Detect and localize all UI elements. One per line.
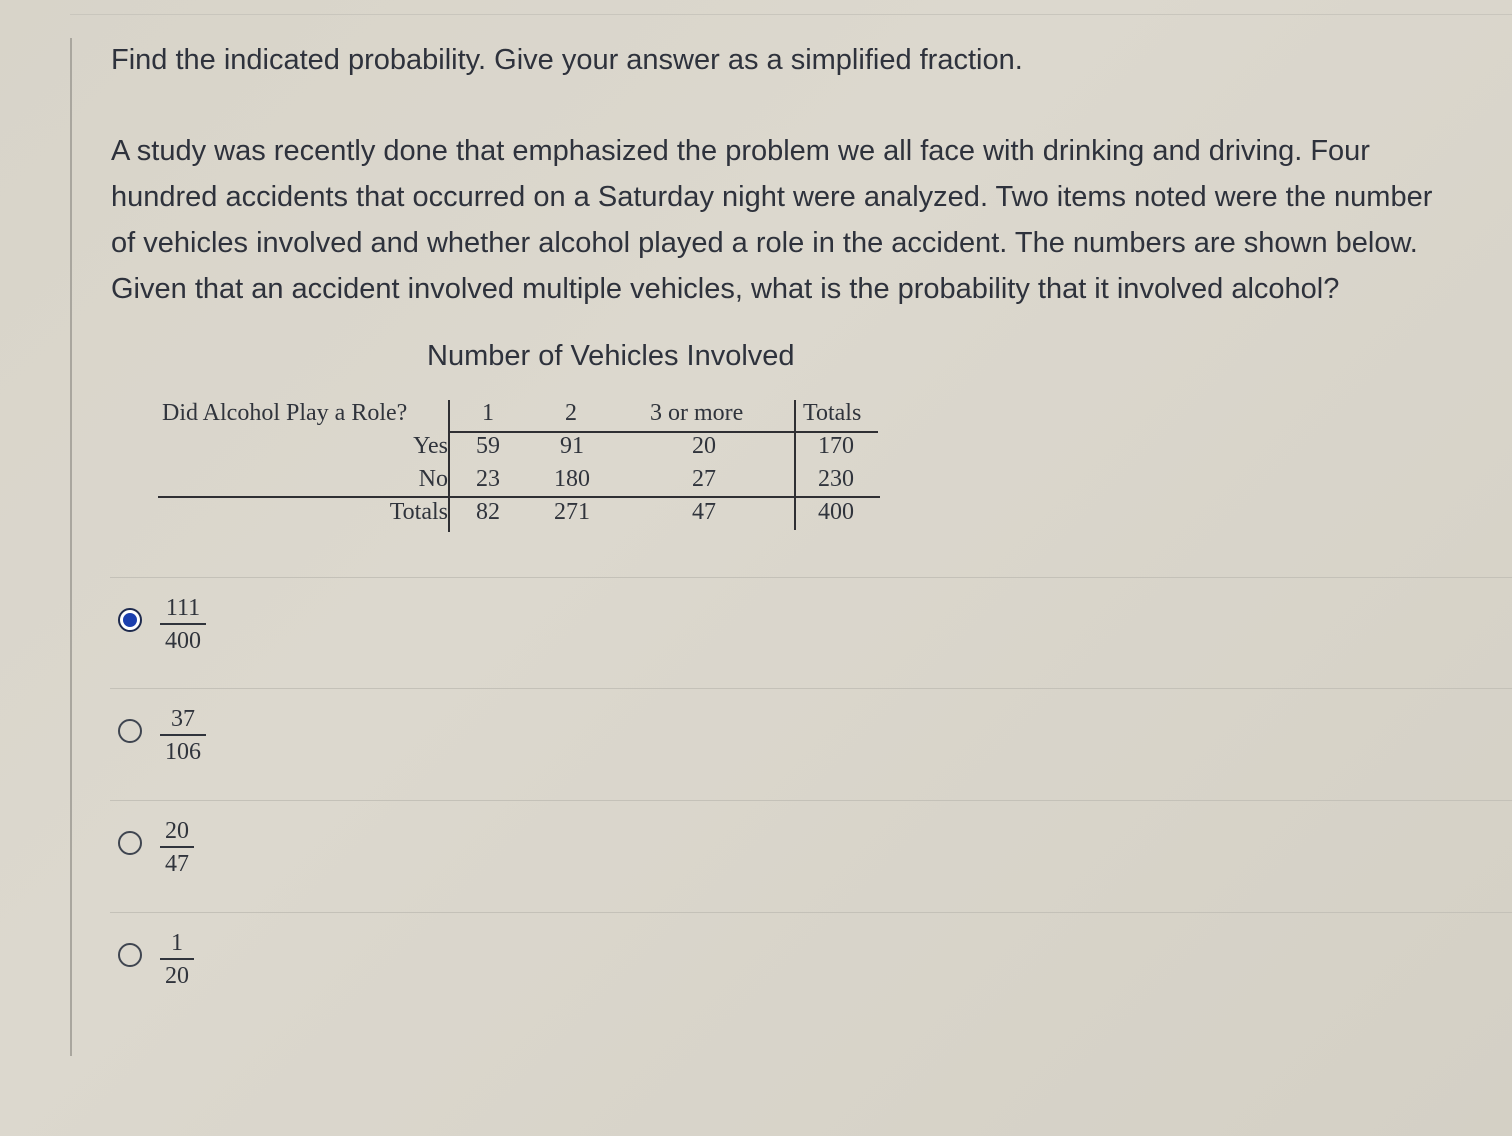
option-divider: [110, 800, 1512, 801]
fraction-numerator: 111: [165, 595, 201, 621]
answer-option-4[interactable]: [118, 929, 228, 995]
table-label-divider: [448, 400, 450, 532]
fraction-numerator: 20: [165, 818, 189, 844]
left-margin-rule: [70, 38, 72, 1056]
table-title: Number of Vehicles Involved: [427, 340, 795, 372]
radio-button[interactable]: [118, 943, 142, 967]
table-cell: 170: [818, 433, 854, 459]
contingency-table: [158, 398, 880, 532]
table-totals-rule: [158, 496, 880, 498]
radio-button-selected[interactable]: [118, 608, 142, 632]
option-divider: [110, 577, 1512, 578]
question-line: of vehicles involved and whether alcohol played a role in the accident. The numbers are shown below.: [111, 227, 1418, 259]
fraction-numerator: 37: [171, 706, 195, 732]
fraction-denominator: 106: [165, 739, 201, 765]
question-line: Given that an accident involved multiple vehicles, what is the probability that it involved alcohol?: [111, 273, 1340, 305]
question-line: hundred accidents that occurred on a Saturday night were analyzed. Two items noted were the number: [111, 181, 1433, 213]
table-row-label: Yes: [413, 433, 448, 459]
radio-button[interactable]: [118, 831, 142, 855]
question-text: [111, 128, 1506, 312]
table-row-label: Totals: [389, 499, 448, 525]
table-totals-divider: [794, 400, 796, 530]
answer-option-3[interactable]: [118, 817, 228, 883]
table-cell: 27: [692, 466, 716, 492]
table-col-header: 3 or more: [650, 400, 744, 426]
fraction-bar: [160, 958, 194, 960]
table-cell: 47: [692, 499, 716, 525]
table-cell: 20: [692, 433, 716, 459]
table-cell: 91: [560, 433, 584, 459]
answer-option-2[interactable]: [118, 705, 228, 771]
fraction-bar: [160, 623, 206, 625]
radio-button[interactable]: [118, 719, 142, 743]
fraction-bar: [160, 734, 206, 736]
table-col-header: 2: [565, 400, 577, 426]
table-col-header: Totals: [803, 400, 862, 426]
table-corner-header: Did Alcohol Play a Role?: [162, 400, 408, 426]
top-divider: [70, 14, 1512, 15]
table-header-rule: [450, 431, 878, 433]
instruction-text: Find the indicated probability. Give your answer as a simplified fraction.: [111, 44, 1023, 76]
option-fraction: [160, 594, 206, 655]
fraction-numerator: 1: [171, 930, 183, 956]
answer-option-1[interactable]: [118, 594, 228, 660]
fraction-denominator: 400: [165, 628, 201, 654]
table-cell: 180: [554, 466, 590, 492]
table-cell: 230: [818, 466, 854, 492]
option-divider: [110, 912, 1512, 913]
table-cell: 271: [554, 499, 590, 525]
option-divider: [110, 688, 1512, 689]
table-cell: 400: [818, 499, 854, 525]
table-row-label: No: [418, 466, 448, 492]
fraction-denominator: 47: [165, 851, 189, 877]
fraction-bar: [160, 846, 194, 848]
option-fraction: [160, 705, 206, 766]
question-line: A study was recently done that emphasized the problem we all face with drinking and driving. Four: [111, 135, 1370, 167]
table-cell: 59: [476, 433, 500, 459]
fraction-denominator: 20: [165, 963, 189, 989]
option-fraction: [160, 929, 194, 990]
option-fraction: [160, 817, 194, 878]
table-cell: 82: [476, 499, 500, 525]
table-cell: 23: [476, 466, 500, 492]
table-col-header: 1: [482, 400, 494, 426]
